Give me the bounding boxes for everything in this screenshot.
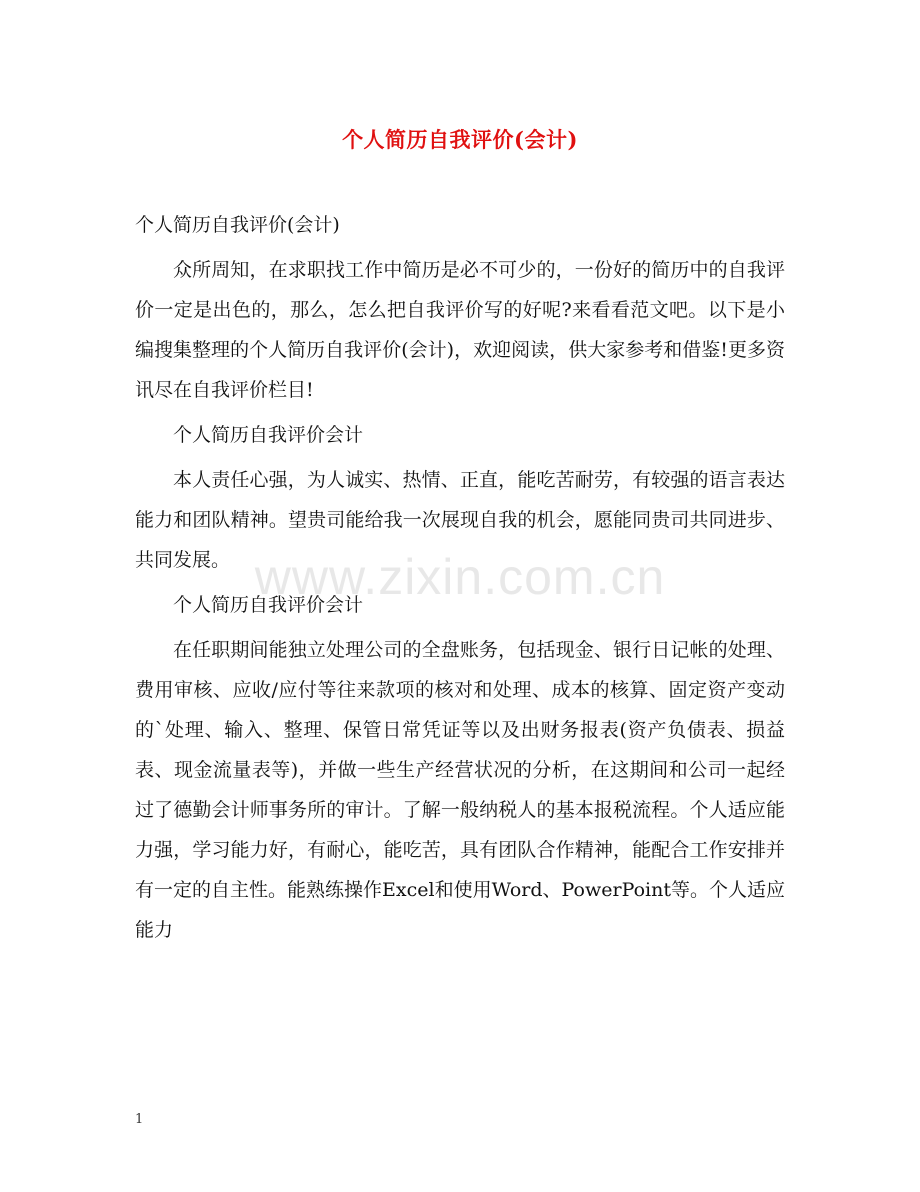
paragraph: 在任职期间能独立处理公司的全盘账务，包括现金、银行日记帐的处理、费用审核、应收/应付等往来款项的核对和处理、成本的核算、固定资产变动的`处理、输入、整理、保管日常凭证等以及出财务报表(资产负债表、损益表、现金流量表等)，并做一些生产经营状况的分析，在这期间和公司一起经过了德勤会计师事务所的审计。了解一般纳税人的基本报税流程。个人适应能力强，学习能力好，有耐心，能吃苦，具有团队合作精神，能配合工作安排并有一定的自主性。能熟练操作Excel和使用Word、PowerPoint等。个人适应能力 — [135, 639, 785, 941]
paragraph: 本人责任心强，为人诚实、热情、正直，能吃苦耐劳，有较强的语言表达能力和团队精神。望贵司能给我一次展现自我的机会，愿能同贵司共同进步、共同发展。 — [135, 469, 785, 571]
page-number: 1 — [135, 1112, 144, 1127]
section-heading: 个人简历自我评价会计 — [173, 424, 364, 446]
document-title: 个人简历自我评价(会计) — [342, 127, 578, 152]
paragraph: 个人简历自我评价(会计) — [135, 214, 340, 236]
document-body — [135, 205, 785, 955]
paragraph: 众所周知，在求职找工作中简历是必不可少的，一份好的简历中的自我评价一定是出色的，那么，怎么把自我评价写的好呢?来看看范文吧。以下是小编搜集整理的个人简历自我评价(会计)，欢迎阅读，供大家参考和借鉴!更多资讯尽在自我评价栏目! — [135, 259, 785, 401]
section-heading: 个人简历自我评价会计 — [173, 594, 364, 616]
watermark: www.zixin.com.cn — [254, 549, 666, 605]
